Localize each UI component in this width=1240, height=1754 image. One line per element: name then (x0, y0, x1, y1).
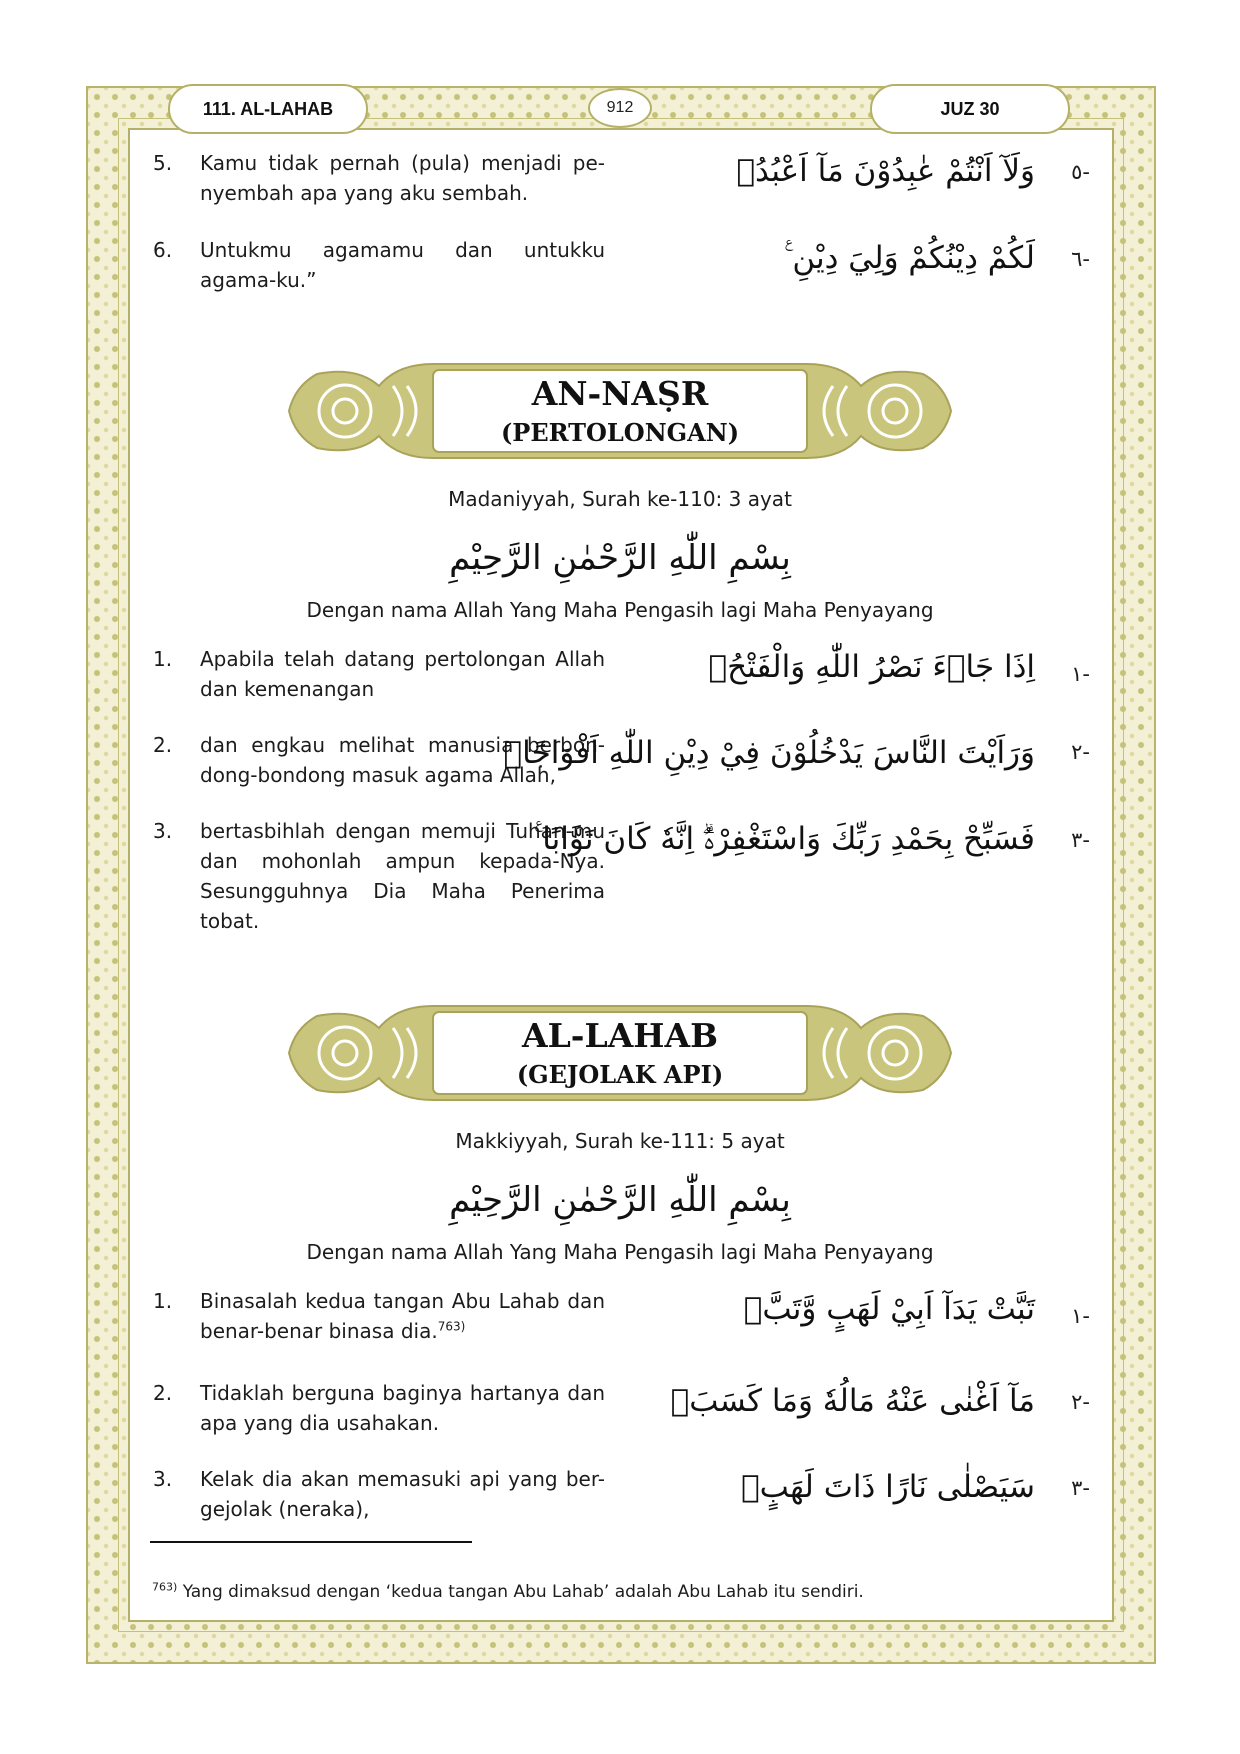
surah-title: AL-LAHAB (522, 1016, 718, 1055)
surah-title: AN-NAṢR (531, 374, 709, 413)
verse-arabic: وَلَآ اَنْتُمْ عٰبِدُوْنَ مَآ اَعْبُدُۗ (736, 153, 1035, 189)
verse-translation: Apabila telah datang pertolongan Allah dan kemenangan (200, 647, 605, 701)
verse-number: 3. (153, 819, 173, 843)
verse-arabic: وَرَاَيْتَ النَّاسَ يَدْخُلُوْنَ فِيْ دِيْنِ اللّٰهِ اَفْوَاجًاۙ (503, 735, 1035, 771)
bismillah-translation: Dengan nama Allah Yang Maha Pengasih lagi Maha Penyayang (306, 598, 934, 622)
verse-translation: Kelak dia akan memasuki api yang ber-gejolak (neraka), (200, 1467, 605, 1521)
verse-translation (200, 1286, 605, 1346)
verse-arabic-number: -٦ (1071, 247, 1090, 271)
verse-number: 1. (153, 647, 173, 671)
verse-number: 2. (153, 1381, 173, 1405)
verse-number: 2. (153, 733, 173, 757)
surah-header-label: 111. AL-LAHAB (168, 84, 368, 134)
verse-translation: dan engkau melihat manusia berbon-dong-bondong masuk agama Allah, (200, 733, 605, 787)
footnote-text: Yang dimaksud dengan ‘kedua tangan Abu Lahab’ adalah Abu Lahab itu sendiri. (182, 1582, 864, 1602)
bismillah-translation: Dengan nama Allah Yang Maha Pengasih lagi Maha Penyayang (306, 1240, 934, 1264)
verse-arabic-number: -٢ (1071, 1390, 1090, 1414)
footnote (152, 1582, 864, 1602)
surah-title-banner (283, 356, 957, 466)
verse-translation-text: Binasalah kedua tangan Abu Lahab dan benar-benar binasa dia. (200, 1289, 605, 1343)
verse-arabic-number: -١ (1071, 662, 1090, 686)
verse-arabic-number: -٣ (1071, 828, 1090, 852)
footnote-divider (150, 1541, 472, 1543)
bismillah-arabic: بِسْمِ اللّٰهِ الرَّحْمٰنِ الرَّحِيْمِ (449, 538, 791, 578)
verse-number: 3. (153, 1467, 173, 1491)
footnote-ref[interactable]: 763) (437, 1319, 466, 1334)
verse-arabic: مَآ اَغْنٰى عَنْهُ مَالُهٗ وَمَا كَسَبَۗ (670, 1383, 1035, 1419)
surah-info: Madaniyyah, Surah ke-110: 3 ayat (448, 487, 792, 511)
surah-subtitle: (PERTOLONGAN) (500, 418, 740, 447)
verse-translation: Untukmu agamamu dan untukku agama-ku.” (200, 238, 605, 292)
surah-subtitle: (GEJOLAK API) (516, 1060, 724, 1089)
verse-arabic: فَسَبِّحْ بِحَمْدِ رَبِّكَ وَاسْتَغْفِرْهُۗ اِنَّهٗ كَانَ تَوَّابًا ࣖ (534, 821, 1035, 857)
bismillah-arabic: بِسْمِ اللّٰهِ الرَّحْمٰنِ الرَّحِيْمِ (449, 1180, 791, 1220)
verse-arabic: تَبَّتْ يَدَآ اَبِيْ لَهَبٍ وَّتَبَّۗ (743, 1291, 1035, 1327)
verse-number: 5. (153, 151, 173, 175)
verse-arabic-number: -٥ (1071, 160, 1090, 184)
juz-header-label: JUZ 30 (870, 84, 1070, 134)
verse-number: 6. (153, 238, 173, 262)
verse-translation: Kamu tidak pernah (pula) menjadi pe-nyembah apa yang aku sembah. (200, 151, 605, 205)
footnote-number: 763) (152, 1580, 178, 1594)
verse-translation: bertasbihlah dengan memuji Tuhan-mu dan mohonlah ampun kepada-Nya. Sesungguhnya Dia Maha Penerima tobat. (200, 819, 605, 933)
verse-arabic-number: -١ (1071, 1304, 1090, 1328)
verse-arabic: لَكُمْ دِيْنُكُمْ وَلِيَ دِيْنِ ࣖ (784, 240, 1035, 276)
verse-arabic-number: -٣ (1071, 1476, 1090, 1500)
verse-arabic: اِذَا جَاۤءَ نَصْرُ اللّٰهِ وَالْفَتْحُۙ (708, 649, 1035, 685)
surah-title-banner (283, 998, 957, 1108)
verse-translation: Tidaklah berguna baginya hartanya dan apa yang dia usahakan. (200, 1381, 605, 1435)
verse-number: 1. (153, 1289, 173, 1313)
verse-arabic-number: -٢ (1071, 740, 1090, 764)
page-number: 912 (588, 88, 652, 128)
verse-arabic: سَيَصْلٰى نَارًا ذَاتَ لَهَبٍۙ (741, 1469, 1035, 1505)
surah-info: Makkiyyah, Surah ke-111: 5 ayat (455, 1129, 785, 1153)
